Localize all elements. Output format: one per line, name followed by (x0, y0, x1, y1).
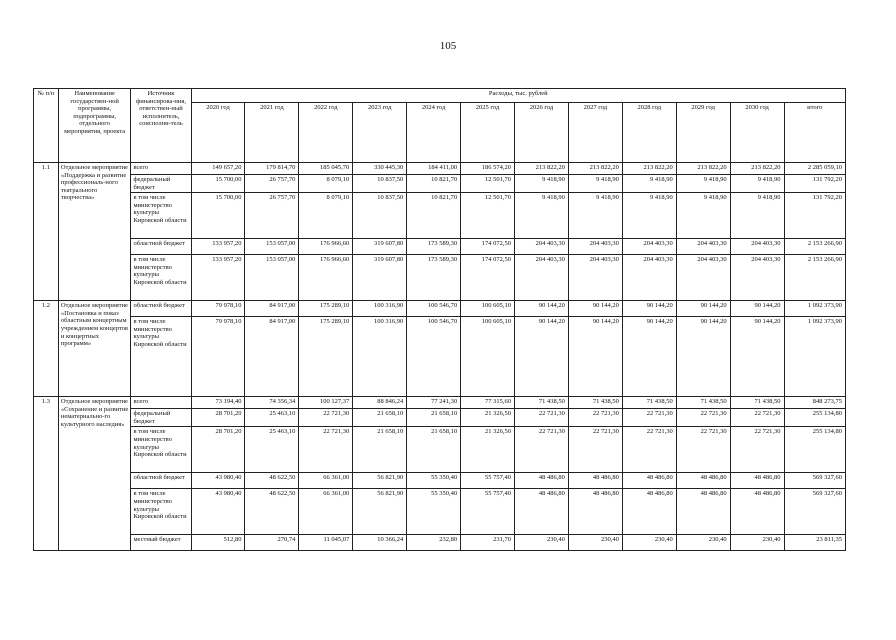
expense-value: 255 134,80 (784, 409, 845, 427)
expense-value: 131 792,20 (784, 193, 845, 239)
header-year: 2023 год (353, 103, 407, 163)
expense-value: 22 721,30 (515, 427, 569, 473)
header-year: 2021 год (245, 103, 299, 163)
expense-value: 179 814,70 (245, 163, 299, 175)
expense-value: 79 978,10 (191, 301, 245, 317)
expense-value: 255 134,80 (784, 427, 845, 473)
expense-value: 100 316,90 (353, 317, 407, 397)
expense-value: 48 486,80 (568, 489, 622, 535)
expense-value: 2 153 266,90 (784, 255, 845, 301)
expense-value: 204 403,30 (676, 239, 730, 255)
expense-value: 10 821,70 (407, 175, 461, 193)
expense-value: 21 326,50 (461, 427, 515, 473)
expense-value: 230,40 (515, 535, 569, 551)
expense-value: 2 285 059,10 (784, 163, 845, 175)
expense-value: 88 846,24 (353, 397, 407, 409)
funding-source: областной бюджет (131, 301, 191, 317)
item-number: 1.2 (34, 301, 59, 397)
expense-value: 48 486,80 (622, 473, 676, 489)
expense-value: 186 574,20 (461, 163, 515, 175)
funding-source: в том числе министерство культуры Кировской области (131, 255, 191, 301)
expense-value: 230,40 (568, 535, 622, 551)
table-row (34, 175, 846, 193)
expense-value: 25 463,10 (245, 409, 299, 427)
expense-value: 79 978,10 (191, 317, 245, 397)
expense-value: 71 438,50 (515, 397, 569, 409)
expenses-table (33, 88, 846, 551)
expense-value: 74 356,34 (245, 397, 299, 409)
expense-value: 21 658,10 (353, 427, 407, 473)
table-row (34, 163, 846, 175)
expense-value: 71 438,50 (676, 397, 730, 409)
funding-source: областной бюджет (131, 239, 191, 255)
header-year: 2020 год (191, 103, 245, 163)
expense-value: 133 957,20 (191, 255, 245, 301)
expense-value: 22 721,30 (299, 409, 353, 427)
expense-value: 21 658,10 (407, 427, 461, 473)
expense-value: 55 350,40 (407, 473, 461, 489)
expense-value: 90 144,20 (622, 317, 676, 397)
funding-source: федеральный бюджет (131, 409, 191, 427)
table-row (34, 489, 846, 535)
expense-value: 22 721,30 (730, 427, 784, 473)
expense-value: 1 092 373,90 (784, 317, 845, 397)
table-row (34, 473, 846, 489)
expense-value: 9 418,90 (515, 193, 569, 239)
expense-value: 176 966,60 (299, 255, 353, 301)
expense-value: 73 194,40 (191, 397, 245, 409)
expense-value: 77 241,30 (407, 397, 461, 409)
expense-value: 512,80 (191, 535, 245, 551)
expense-value: 48 486,80 (622, 489, 676, 535)
expense-value: 77 315,60 (461, 397, 515, 409)
expense-value: 100 546,70 (407, 301, 461, 317)
expense-value: 204 403,30 (515, 239, 569, 255)
expense-value: 204 403,30 (622, 239, 676, 255)
expense-value: 71 438,50 (730, 397, 784, 409)
expense-value: 48 622,50 (245, 489, 299, 535)
expense-value: 22 721,30 (622, 427, 676, 473)
expense-value: 90 144,20 (676, 301, 730, 317)
expense-value: 90 144,20 (622, 301, 676, 317)
expense-value: 12 501,70 (461, 193, 515, 239)
header-num: № п/п (34, 89, 59, 163)
page-number: 105 (439, 40, 457, 52)
header-year: 2025 год (461, 103, 515, 163)
expense-value: 84 917,00 (245, 317, 299, 397)
header-year: 2028 год (622, 103, 676, 163)
expense-value: 569 327,60 (784, 489, 845, 535)
expense-value: 319 607,80 (353, 239, 407, 255)
expense-value: 8 079,10 (299, 193, 353, 239)
table-row (34, 397, 846, 409)
expense-value: 2 153 266,90 (784, 239, 845, 255)
expense-value: 9 418,90 (515, 175, 569, 193)
expense-value: 204 403,30 (676, 255, 730, 301)
expense-value: 230,40 (676, 535, 730, 551)
expense-value: 213 822,20 (730, 163, 784, 175)
expense-value: 48 486,80 (676, 489, 730, 535)
funding-source: всего (131, 397, 191, 409)
expense-value: 15 700,00 (191, 175, 245, 193)
expense-value: 11 045,07 (299, 535, 353, 551)
expense-value: 22 721,30 (568, 427, 622, 473)
table-row (34, 239, 846, 255)
expense-value: 100 546,70 (407, 317, 461, 397)
expense-value: 9 418,90 (568, 175, 622, 193)
expense-value: 175 289,10 (299, 301, 353, 317)
expense-value: 55 350,40 (407, 489, 461, 535)
expense-value: 232,80 (407, 535, 461, 551)
expense-value: 204 403,30 (730, 239, 784, 255)
expense-value: 204 403,30 (622, 255, 676, 301)
expense-value: 231,70 (461, 535, 515, 551)
expense-value: 9 418,90 (676, 175, 730, 193)
funding-source: областной бюджет (131, 473, 191, 489)
expense-value: 9 418,90 (730, 193, 784, 239)
expense-value: 22 721,30 (730, 409, 784, 427)
expense-value: 23 811,35 (784, 535, 845, 551)
expense-value: 204 403,30 (568, 255, 622, 301)
expense-value: 270,74 (245, 535, 299, 551)
item-name: Отдельное мероприятие «Постановка и показ областным концертным учреждением концертов и концертных программ» (58, 301, 131, 397)
funding-source: в том числе министерство культуры Кировской области (131, 427, 191, 473)
table-row (34, 409, 846, 427)
expense-value: 48 622,50 (245, 473, 299, 489)
expense-value: 213 822,20 (568, 163, 622, 175)
header-year: 2030 год (730, 103, 784, 163)
header-year: 2026 год (515, 103, 569, 163)
expense-value: 131 792,20 (784, 175, 845, 193)
expense-value: 100 127,37 (299, 397, 353, 409)
expense-value: 90 144,20 (730, 301, 784, 317)
expense-value: 84 917,00 (245, 301, 299, 317)
expense-value: 213 822,20 (676, 163, 730, 175)
header-expenses: Расходы, тыс. рублей (191, 89, 845, 103)
expense-value: 9 418,90 (622, 193, 676, 239)
expense-value: 22 721,30 (676, 427, 730, 473)
expense-value: 43 980,40 (191, 489, 245, 535)
expense-value: 28 701,20 (191, 427, 245, 473)
expense-value: 28 701,20 (191, 409, 245, 427)
expense-value: 153 057,00 (245, 255, 299, 301)
expense-value: 9 418,90 (622, 175, 676, 193)
expense-value: 9 418,90 (676, 193, 730, 239)
expense-value: 56 821,90 (353, 473, 407, 489)
expense-value: 1 092 373,90 (784, 301, 845, 317)
expense-value: 10 837,50 (353, 175, 407, 193)
expense-value: 21 658,10 (353, 409, 407, 427)
table-row (34, 317, 846, 397)
expense-value: 213 822,20 (622, 163, 676, 175)
expense-value: 319 607,80 (353, 255, 407, 301)
expense-value: 133 957,20 (191, 239, 245, 255)
expense-value: 173 589,30 (407, 255, 461, 301)
expense-value: 25 463,10 (245, 427, 299, 473)
expense-value: 48 486,80 (515, 473, 569, 489)
table-row (34, 535, 846, 551)
table-row (34, 301, 846, 317)
funding-source: местный бюджет (131, 535, 191, 551)
expense-value: 100 605,10 (461, 317, 515, 397)
header-year: 2022 год (299, 103, 353, 163)
expense-value: 71 438,50 (568, 397, 622, 409)
expense-value: 8 079,10 (299, 175, 353, 193)
funding-source: в том числе министерство культуры Кировской области (131, 317, 191, 397)
expense-value: 22 721,30 (299, 427, 353, 473)
expense-value: 100 316,90 (353, 301, 407, 317)
expense-value: 12 501,70 (461, 175, 515, 193)
item-number: 1.3 (34, 397, 59, 551)
expense-value: 48 486,80 (730, 473, 784, 489)
expense-value: 90 144,20 (515, 317, 569, 397)
expense-value: 204 403,30 (730, 255, 784, 301)
expense-value: 55 757,40 (461, 489, 515, 535)
expense-value: 21 326,50 (461, 409, 515, 427)
expense-value: 9 418,90 (730, 175, 784, 193)
expense-value: 21 658,10 (407, 409, 461, 427)
expense-value: 10 837,50 (353, 193, 407, 239)
header-year: итого (784, 103, 845, 163)
funding-source: в том числе министерство культуры Кировской области (131, 489, 191, 535)
expense-value: 213 822,20 (515, 163, 569, 175)
expense-value: 174 072,50 (461, 255, 515, 301)
expense-value: 153 057,00 (245, 239, 299, 255)
expense-value: 173 589,30 (407, 239, 461, 255)
funding-source: федеральный бюджет (131, 175, 191, 193)
expense-value: 175 289,10 (299, 317, 353, 397)
expense-value: 66 361,00 (299, 489, 353, 535)
expense-value: 43 980,40 (191, 473, 245, 489)
expense-value: 90 144,20 (568, 301, 622, 317)
expense-value: 569 327,60 (784, 473, 845, 489)
header-year: 2029 год (676, 103, 730, 163)
expense-value: 149 657,20 (191, 163, 245, 175)
expense-value: 48 486,80 (676, 473, 730, 489)
expense-value: 22 721,30 (622, 409, 676, 427)
expense-value: 48 486,80 (730, 489, 784, 535)
expense-value: 176 966,60 (299, 239, 353, 255)
expense-value: 90 144,20 (676, 317, 730, 397)
expense-value: 230,40 (730, 535, 784, 551)
expense-value: 90 144,20 (515, 301, 569, 317)
expense-value: 90 144,20 (568, 317, 622, 397)
expense-value: 185 045,70 (299, 163, 353, 175)
expense-value: 26 757,70 (245, 193, 299, 239)
expense-value: 55 757,40 (461, 473, 515, 489)
header-name: Наименование государствен-ной программы, подпрограммы, отдельного мероприятия, проекта (58, 89, 131, 163)
expense-value: 230,40 (622, 535, 676, 551)
header-source: Источник финансирова-ния, ответствен-ный исполнитель, соисполни-тель (131, 89, 191, 163)
expense-value: 71 438,50 (622, 397, 676, 409)
table-row (34, 193, 846, 239)
expense-value: 48 486,80 (515, 489, 569, 535)
expense-value: 100 605,10 (461, 301, 515, 317)
item-name: Отдельное мероприятие «Сохранение и развитие нематериально-го культурного наследия» (58, 397, 131, 551)
header-year: 2024 год (407, 103, 461, 163)
item-number: 1.1 (34, 163, 59, 301)
item-name: Отдельное мероприятие «Поддержка и развитие профессиональ-ного театрального творчества» (58, 163, 131, 301)
expense-value: 48 486,80 (568, 473, 622, 489)
table-row (34, 255, 846, 301)
expense-value: 174 072,50 (461, 239, 515, 255)
expense-value: 184 411,00 (407, 163, 461, 175)
expense-value: 56 821,90 (353, 489, 407, 535)
expense-value: 330 445,30 (353, 163, 407, 175)
expense-value: 10 366,24 (353, 535, 407, 551)
expense-value: 22 721,30 (676, 409, 730, 427)
expense-value: 204 403,30 (515, 255, 569, 301)
expense-value: 9 418,90 (568, 193, 622, 239)
expense-value: 10 821,70 (407, 193, 461, 239)
expense-value: 15 700,00 (191, 193, 245, 239)
funding-source: всего (131, 163, 191, 175)
expense-value: 848 273,75 (784, 397, 845, 409)
header-year: 2027 год (568, 103, 622, 163)
expense-value: 204 403,30 (568, 239, 622, 255)
expense-value: 26 757,70 (245, 175, 299, 193)
table-row (34, 427, 846, 473)
expense-value: 66 361,00 (299, 473, 353, 489)
expense-value: 22 721,30 (515, 409, 569, 427)
funding-source: в том числе министерство культуры Кировской области (131, 193, 191, 239)
expense-value: 90 144,20 (730, 317, 784, 397)
expense-value: 22 721,30 (568, 409, 622, 427)
